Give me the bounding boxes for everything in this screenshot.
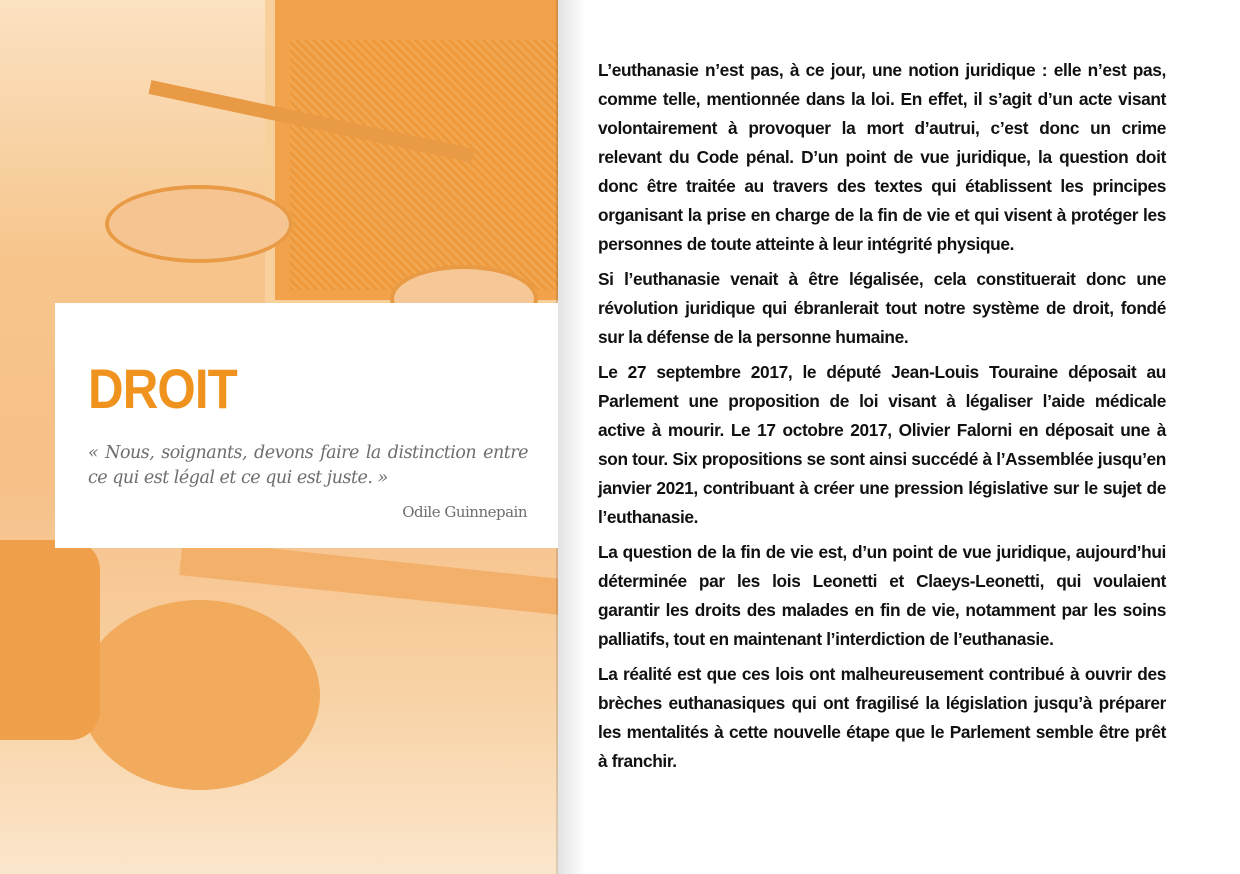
gavel-block	[80, 600, 320, 790]
paragraph: Si l’euthanasie venait à être légalisée, cela constituerait donc une révolution juridique qui ébranlerait tout notre système de droit, fondé sur la défense de la personne humaine.	[598, 269, 1166, 347]
paragraph: La question de la fin de vie est, d’un point de vue juridique, aujourd’hui déterminée par les lois Leonetti et Claeys-Leonetti, qui voulaient garantir les droits des malades en fin de vie, notamment par les soins palliatifs, tout en maintenant l’interdiction de l’euthanasie.	[598, 542, 1166, 649]
pull-quote: « Nous, soignants, devons faire la distinction entre ce qui est légal et ce qui est juste. »	[88, 443, 528, 488]
case-lining	[290, 40, 558, 290]
paragraph: Le 27 septembre 2017, le député Jean-Louis Touraine déposait au Parlement une proposition de loi visant à légaliser l’aide médicale active à mourir. Le 17 octobre 2017, Olivier Falorni en déposait une à son tour. Six propositions se sont ainsi succédé à l’Assemblée jusqu’en janvier 2021, contribuant à créer une pression législative sur le sujet de l’euthanasie.	[598, 362, 1166, 527]
body-text	[598, 56, 1166, 782]
section-title: DROIT	[88, 357, 237, 420]
page-fold-shadow	[556, 0, 586, 874]
gavel-head	[0, 540, 100, 740]
scale-pan-left	[105, 185, 293, 263]
paragraph: La réalité est que ces lois ont malheureusement contribué à ouvrir des brèches euthanasiques qui ont fragilisé la législation jusqu’à préparer les mentalités à cette nouvelle étape que le Parlement semble être prêt à franchir.	[598, 664, 1166, 771]
quote-author: Odile Guinnepain	[402, 503, 527, 521]
paragraph: L’euthanasie n’est pas, à ce jour, une notion juridique : elle n’est pas, comme telle, mentionnée dans la loi. En effet, il s’agit d’un acte visant volontairement à provoquer la mort d’autrui, c’est donc un crime relevant du Code pénal. D’un point de vue juridique, la question doit donc être traitée au travers des textes qui établissent les principes organisant la prise en charge de la fin de vie et qui visent à protéger les personnes de toute atteinte à leur intégrité physique.	[598, 60, 1166, 254]
section-card	[55, 303, 558, 548]
